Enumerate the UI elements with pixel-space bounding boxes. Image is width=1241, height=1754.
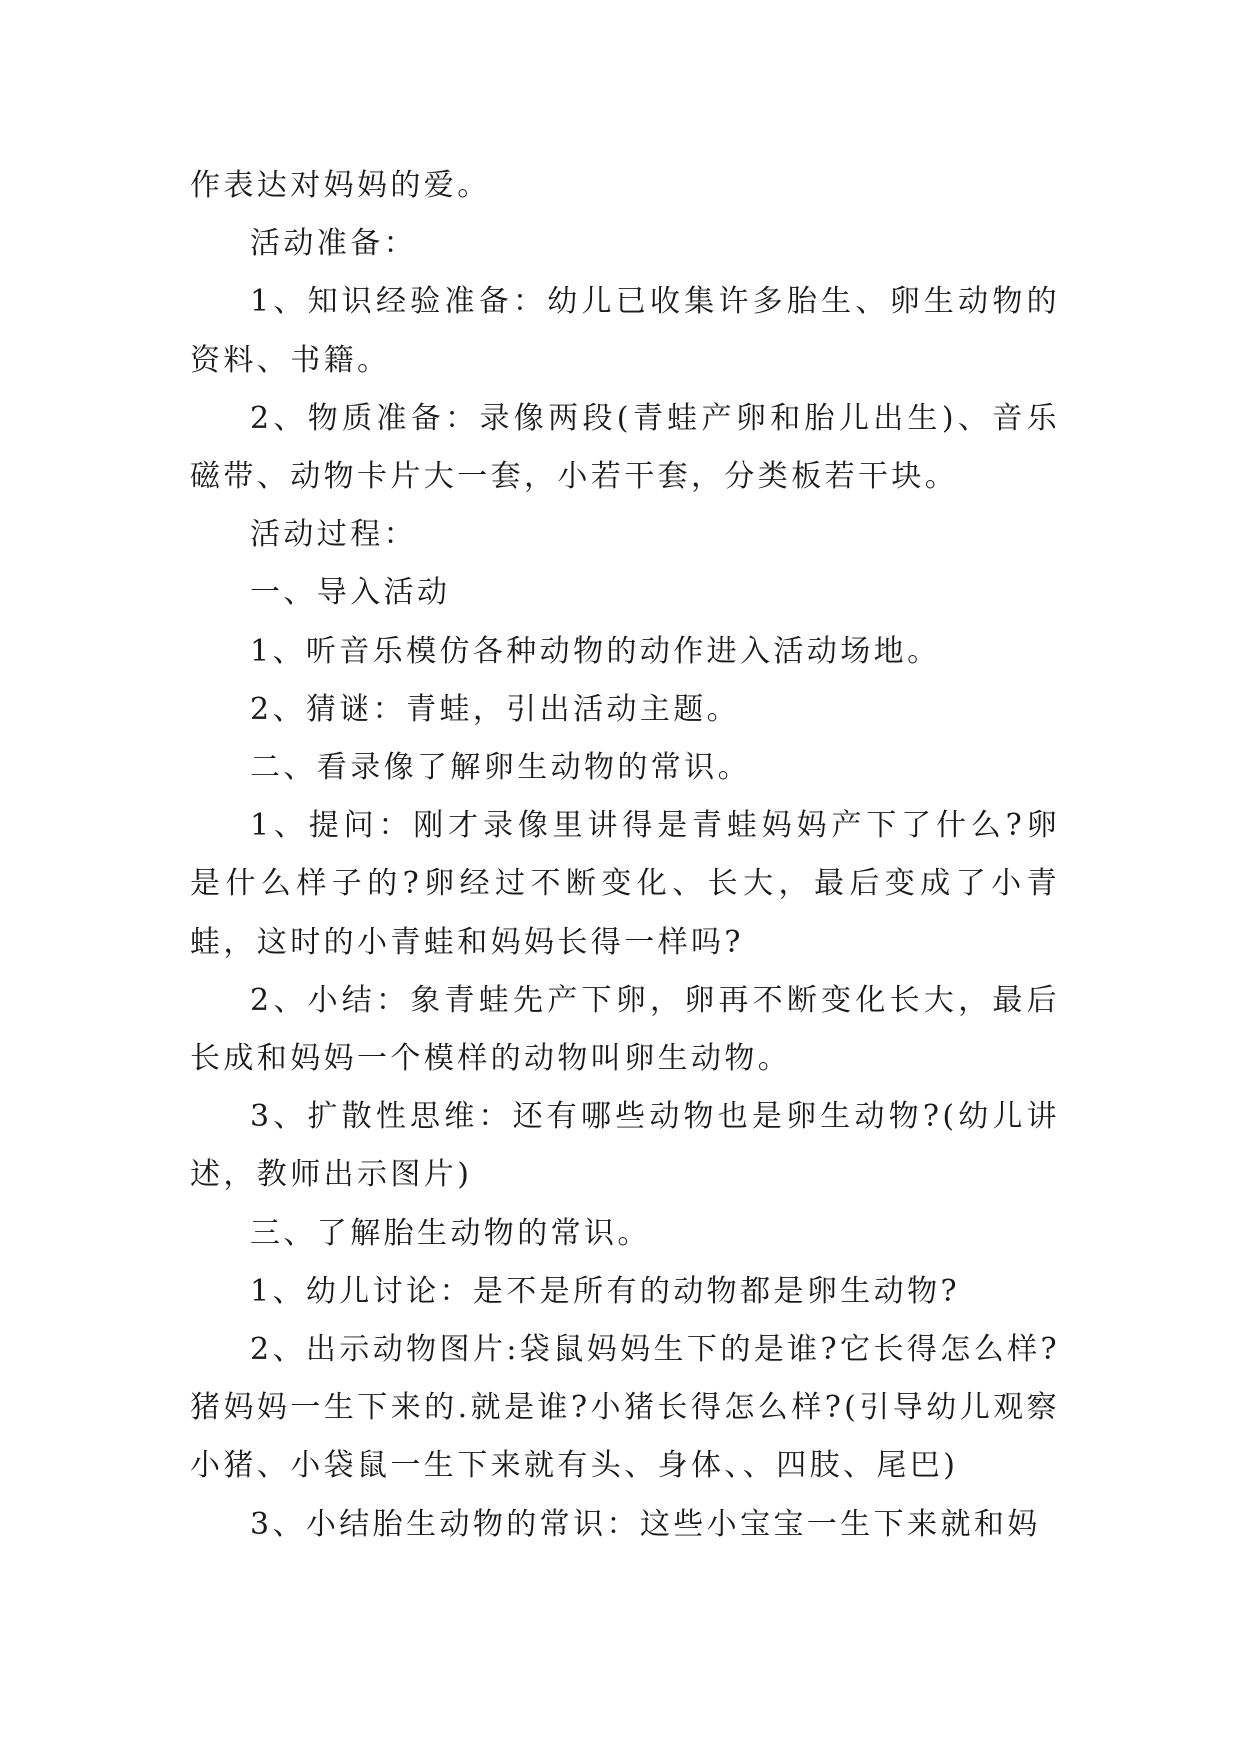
paragraph: 1、知识经验准备：幼儿已收集许多胎生、卵生动物的资料、书籍。	[190, 284, 1060, 378]
paragraph: 1、提问：刚才录像里讲得是青蛙妈妈产下了什么?卵是什么样子的?卵经过不断变化、长大，最后变成了小青蛙，这时的小青蛙和妈妈长得一样吗?	[190, 808, 1060, 960]
paragraph: 3、扩散性思维：还有哪些动物也是卵生动物?(幼儿讲述，教师出示图片)	[190, 1099, 1060, 1193]
paragraph: 活动过程：	[250, 517, 417, 553]
paragraph: 3、小结胎生动物的常识：这些小宝宝一生下来就和妈	[250, 1506, 1041, 1542]
paragraph: 二、看录像了解卵生动物的常识。	[250, 750, 751, 786]
paragraph: 2、出示动物图片:袋鼠妈妈生下的是谁?它长得怎么样?猪妈妈一生下来的.就是谁?小猪长得怎么样?(引导幼儿观察小猪、小袋鼠一生下来就有头、身体、、四肢、尾巴)	[190, 1332, 1060, 1484]
paragraph: 作表达对妈妈的爱。	[190, 168, 491, 203]
paragraph: 2、物质准备：录像两段(青蛙产卵和胎儿出生)、音乐磁带、动物卡片大一套，小若干套，分类板若干块。	[190, 400, 1060, 495]
paragraph: 活动准备：	[250, 226, 417, 262]
paragraph: 三、了解胎生动物的常识。	[250, 1215, 651, 1251]
paragraph: 一、导入活动	[250, 575, 451, 611]
paragraph: 1、听音乐模仿各种动物的动作进入活动场地。	[250, 633, 941, 669]
paragraph: 1、幼儿讨论：是不是所有的动物都是卵生动物?	[250, 1273, 960, 1309]
paragraph: 2、猜谜：青蛙，引出活动主题。	[250, 691, 741, 727]
paragraph: 2、小结：象青蛙先产下卵，卵再不断变化长大，最后长成和妈妈一个模样的动物叫卵生动物。	[190, 982, 1060, 1077]
document-body	[190, 157, 1060, 1554]
